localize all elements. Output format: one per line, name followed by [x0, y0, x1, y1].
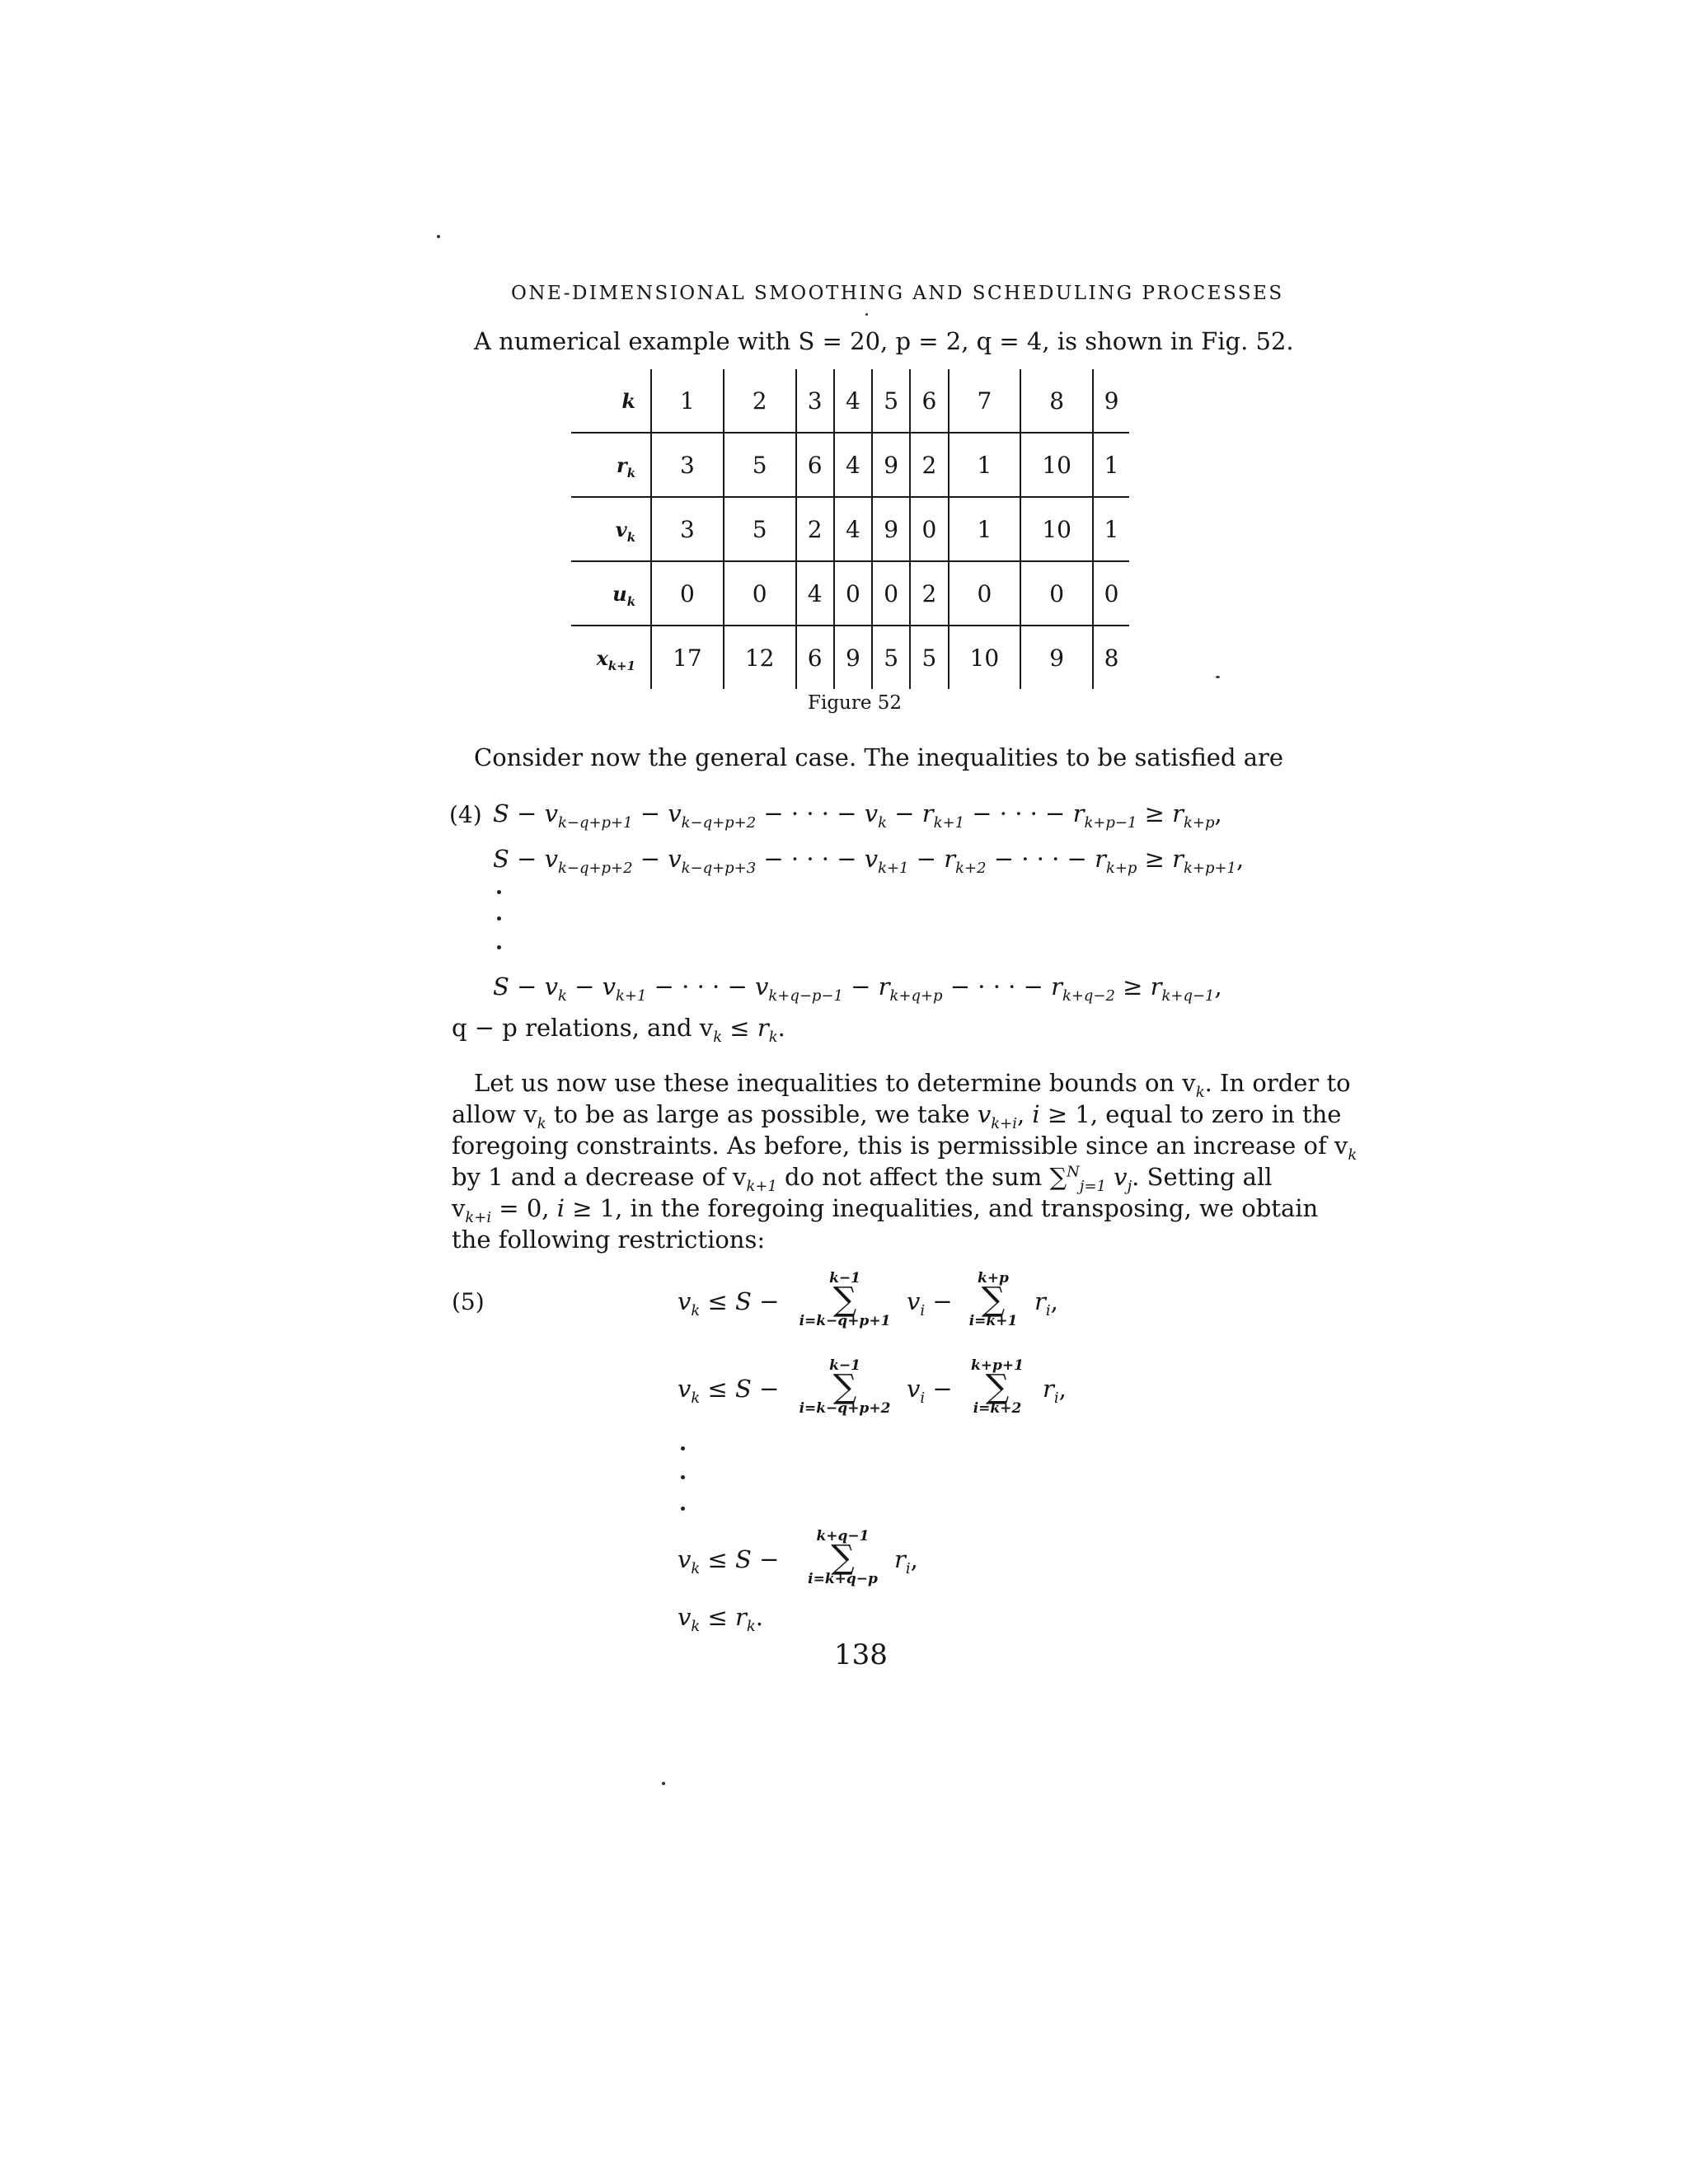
intro-text: A numerical example with S = 20, p = 2, q = 4, is shown in Fig. 52. [474, 327, 1294, 355]
table-cell: 0 [949, 561, 1021, 626]
table-cell: 1 [1093, 497, 1129, 561]
table-cell: 5 [872, 626, 910, 689]
table-cell: 6 [796, 626, 834, 689]
sum-symbol: k+p ∑ i=k+1 [968, 1270, 1018, 1329]
table-cell: 9 [834, 626, 872, 689]
scan-speck [865, 313, 868, 316]
row-label-x: $x_{k+1}$ [571, 626, 651, 689]
equation-4-line-1: $S - v_{k-q+p+1} - v_{k-q+p+2}$ − · · · − $v_k - r_{k+1}$ − · · · − $r_{k+p-1} \ge r_{k+p}$, [493, 799, 1222, 832]
table-cell: 3 [796, 369, 834, 433]
table-cell: 0 [910, 497, 948, 561]
ellipsis-dot [681, 1475, 685, 1479]
table-cell: 5 [724, 497, 796, 561]
ellipsis-dot [497, 945, 501, 949]
table-cell: 0 [724, 561, 796, 626]
eq5-line2-lhs: $v_k \le S$ − [678, 1375, 780, 1407]
table-cell: 7 [949, 369, 1021, 433]
table-cell: 12 [724, 626, 796, 689]
para-line-4: by 1 and a decrease of $v_{k+1}$ do not affect the sum ∑$^N_{j=1}$ $v_j$. Setting all [452, 1163, 1273, 1195]
para-line-6: the following restrictions: [452, 1226, 766, 1254]
table-cell: 1 [949, 497, 1021, 561]
table-cell: 9 [1020, 626, 1093, 689]
table-cell: 3 [651, 497, 724, 561]
table-cell: 10 [1020, 433, 1093, 497]
table-cell: 2 [910, 561, 948, 626]
table-cell: 8 [1020, 369, 1093, 433]
page-number: 138 [834, 1638, 888, 1671]
table-cell: 0 [872, 561, 910, 626]
table-row-k [571, 369, 1129, 433]
table-cell: 10 [949, 626, 1021, 689]
figure-caption: Figure 52 [808, 692, 903, 714]
table-cell: 5 [724, 433, 796, 497]
table-cell: 5 [872, 369, 910, 433]
row-label-v: $v_k$ [571, 497, 651, 561]
table-cell: 8 [1093, 626, 1129, 689]
sum-symbol: k+p+1 ∑ i=k+2 [971, 1357, 1024, 1417]
para-line-2: allow $v_k$ to be as large as possible, we take $v_{k+i}$, i ≥ 1, equal to zero in the [452, 1100, 1342, 1132]
eq5-line2-mid: $v_i$ − [907, 1375, 953, 1407]
ellipsis-dot [681, 1446, 685, 1451]
sum-symbol: k−1 ∑ i=k−q+p+2 [799, 1357, 891, 1417]
table-row-r [571, 433, 1129, 497]
eq5-line1-mid: $v_i$ − [907, 1287, 953, 1319]
intro-sentence [474, 326, 1294, 357]
eq5-line2-rhs: $r_i$, [1043, 1375, 1067, 1407]
general-case-sentence: Consider now the general case. The inequalities to be satisfied are [474, 743, 1284, 771]
table-cell: 1 [949, 433, 1021, 497]
table-row-x [571, 626, 1129, 689]
table-cell: 3 [651, 433, 724, 497]
table-cell: 9 [872, 433, 910, 497]
equation-number-4: (4) [449, 801, 482, 828]
table-cell: 4 [834, 369, 872, 433]
scan-speck [437, 235, 440, 238]
para-line-3: foregoing constraints. As before, this is permissible since an increase of $v_k$ [452, 1132, 1357, 1164]
eq5-line4: $v_k \le r_k$. [678, 1603, 764, 1635]
eq5-line3-lhs: $v_k \le S$ − [678, 1545, 780, 1577]
table-row-u [571, 561, 1129, 626]
figure-52-table [571, 369, 1129, 689]
eq5-line1-lhs: $v_k \le S$ − [678, 1287, 780, 1319]
para-line-5: $v_{k+i} = 0$, i ≥ 1, in the foregoing inequalities, and transposing, we obtain [452, 1194, 1319, 1226]
row-label-u: $u_k$ [571, 561, 651, 626]
table-cell: 2 [724, 369, 796, 433]
scan-speck [1216, 676, 1220, 678]
table-cell: 2 [910, 433, 948, 497]
table-cell: 1 [1093, 433, 1129, 497]
table-cell: 0 [1020, 561, 1093, 626]
relations-line: q − p relations, and $v_k \le r_k$. [452, 1014, 785, 1046]
ellipsis-dot [497, 916, 501, 921]
table-cell: 17 [651, 626, 724, 689]
row-label-k: k [621, 388, 635, 413]
table-row-v [571, 497, 1129, 561]
table-cell: 0 [834, 561, 872, 626]
table-cell: 9 [872, 497, 910, 561]
table-cell: 6 [796, 433, 834, 497]
table-cell: 4 [834, 433, 872, 497]
equation-number-5: (5) [452, 1288, 485, 1315]
ellipsis-dot [497, 890, 501, 894]
table-cell: 9 [1093, 369, 1129, 433]
sum-symbol: k+q−1 ∑ i=k+q−p [808, 1528, 878, 1587]
table-cell: 0 [651, 561, 724, 626]
table-cell: 10 [1020, 497, 1093, 561]
running-header: ONE-DIMENSIONAL SMOOTHING AND SCHEDULING PROCESSES [511, 283, 1284, 304]
eq5-line1-rhs: $r_i$, [1034, 1287, 1058, 1319]
equation-4-line-last: $S - v_k - v_{k+1}$ − · · · − $v_{k+q-p-1} - r_{k+q+p}$ − · · · − $r_{k+q-2} \ge r_{k+q-1}$, [493, 972, 1222, 1005]
table-cell: 6 [910, 369, 948, 433]
bounds-paragraph [452, 1067, 1357, 1255]
scan-speck [662, 1782, 665, 1785]
table-cell: 5 [910, 626, 948, 689]
table-cell: 1 [651, 369, 724, 433]
table-cell: 0 [1093, 561, 1129, 626]
table-cell: 4 [796, 561, 834, 626]
table-cell: 4 [834, 497, 872, 561]
table-cell: 2 [796, 497, 834, 561]
para-line-1: Let us now use these inequalities to determine bounds on $v_k$. In order to [474, 1069, 1351, 1101]
sum-symbol: k−1 ∑ i=k−q+p+1 [799, 1270, 891, 1329]
eq5-line3-rhs: $r_i$, [894, 1545, 918, 1577]
row-label-r: $r_k$ [571, 433, 651, 497]
equation-4-line-2: $S - v_{k-q+p+2} - v_{k-q+p+3}$ − · · · − $v_{k+1} - r_{k+2}$ − · · · − $r_{k+p} \ge r_{k+p+1}$, [493, 845, 1245, 877]
ellipsis-dot [681, 1507, 685, 1511]
